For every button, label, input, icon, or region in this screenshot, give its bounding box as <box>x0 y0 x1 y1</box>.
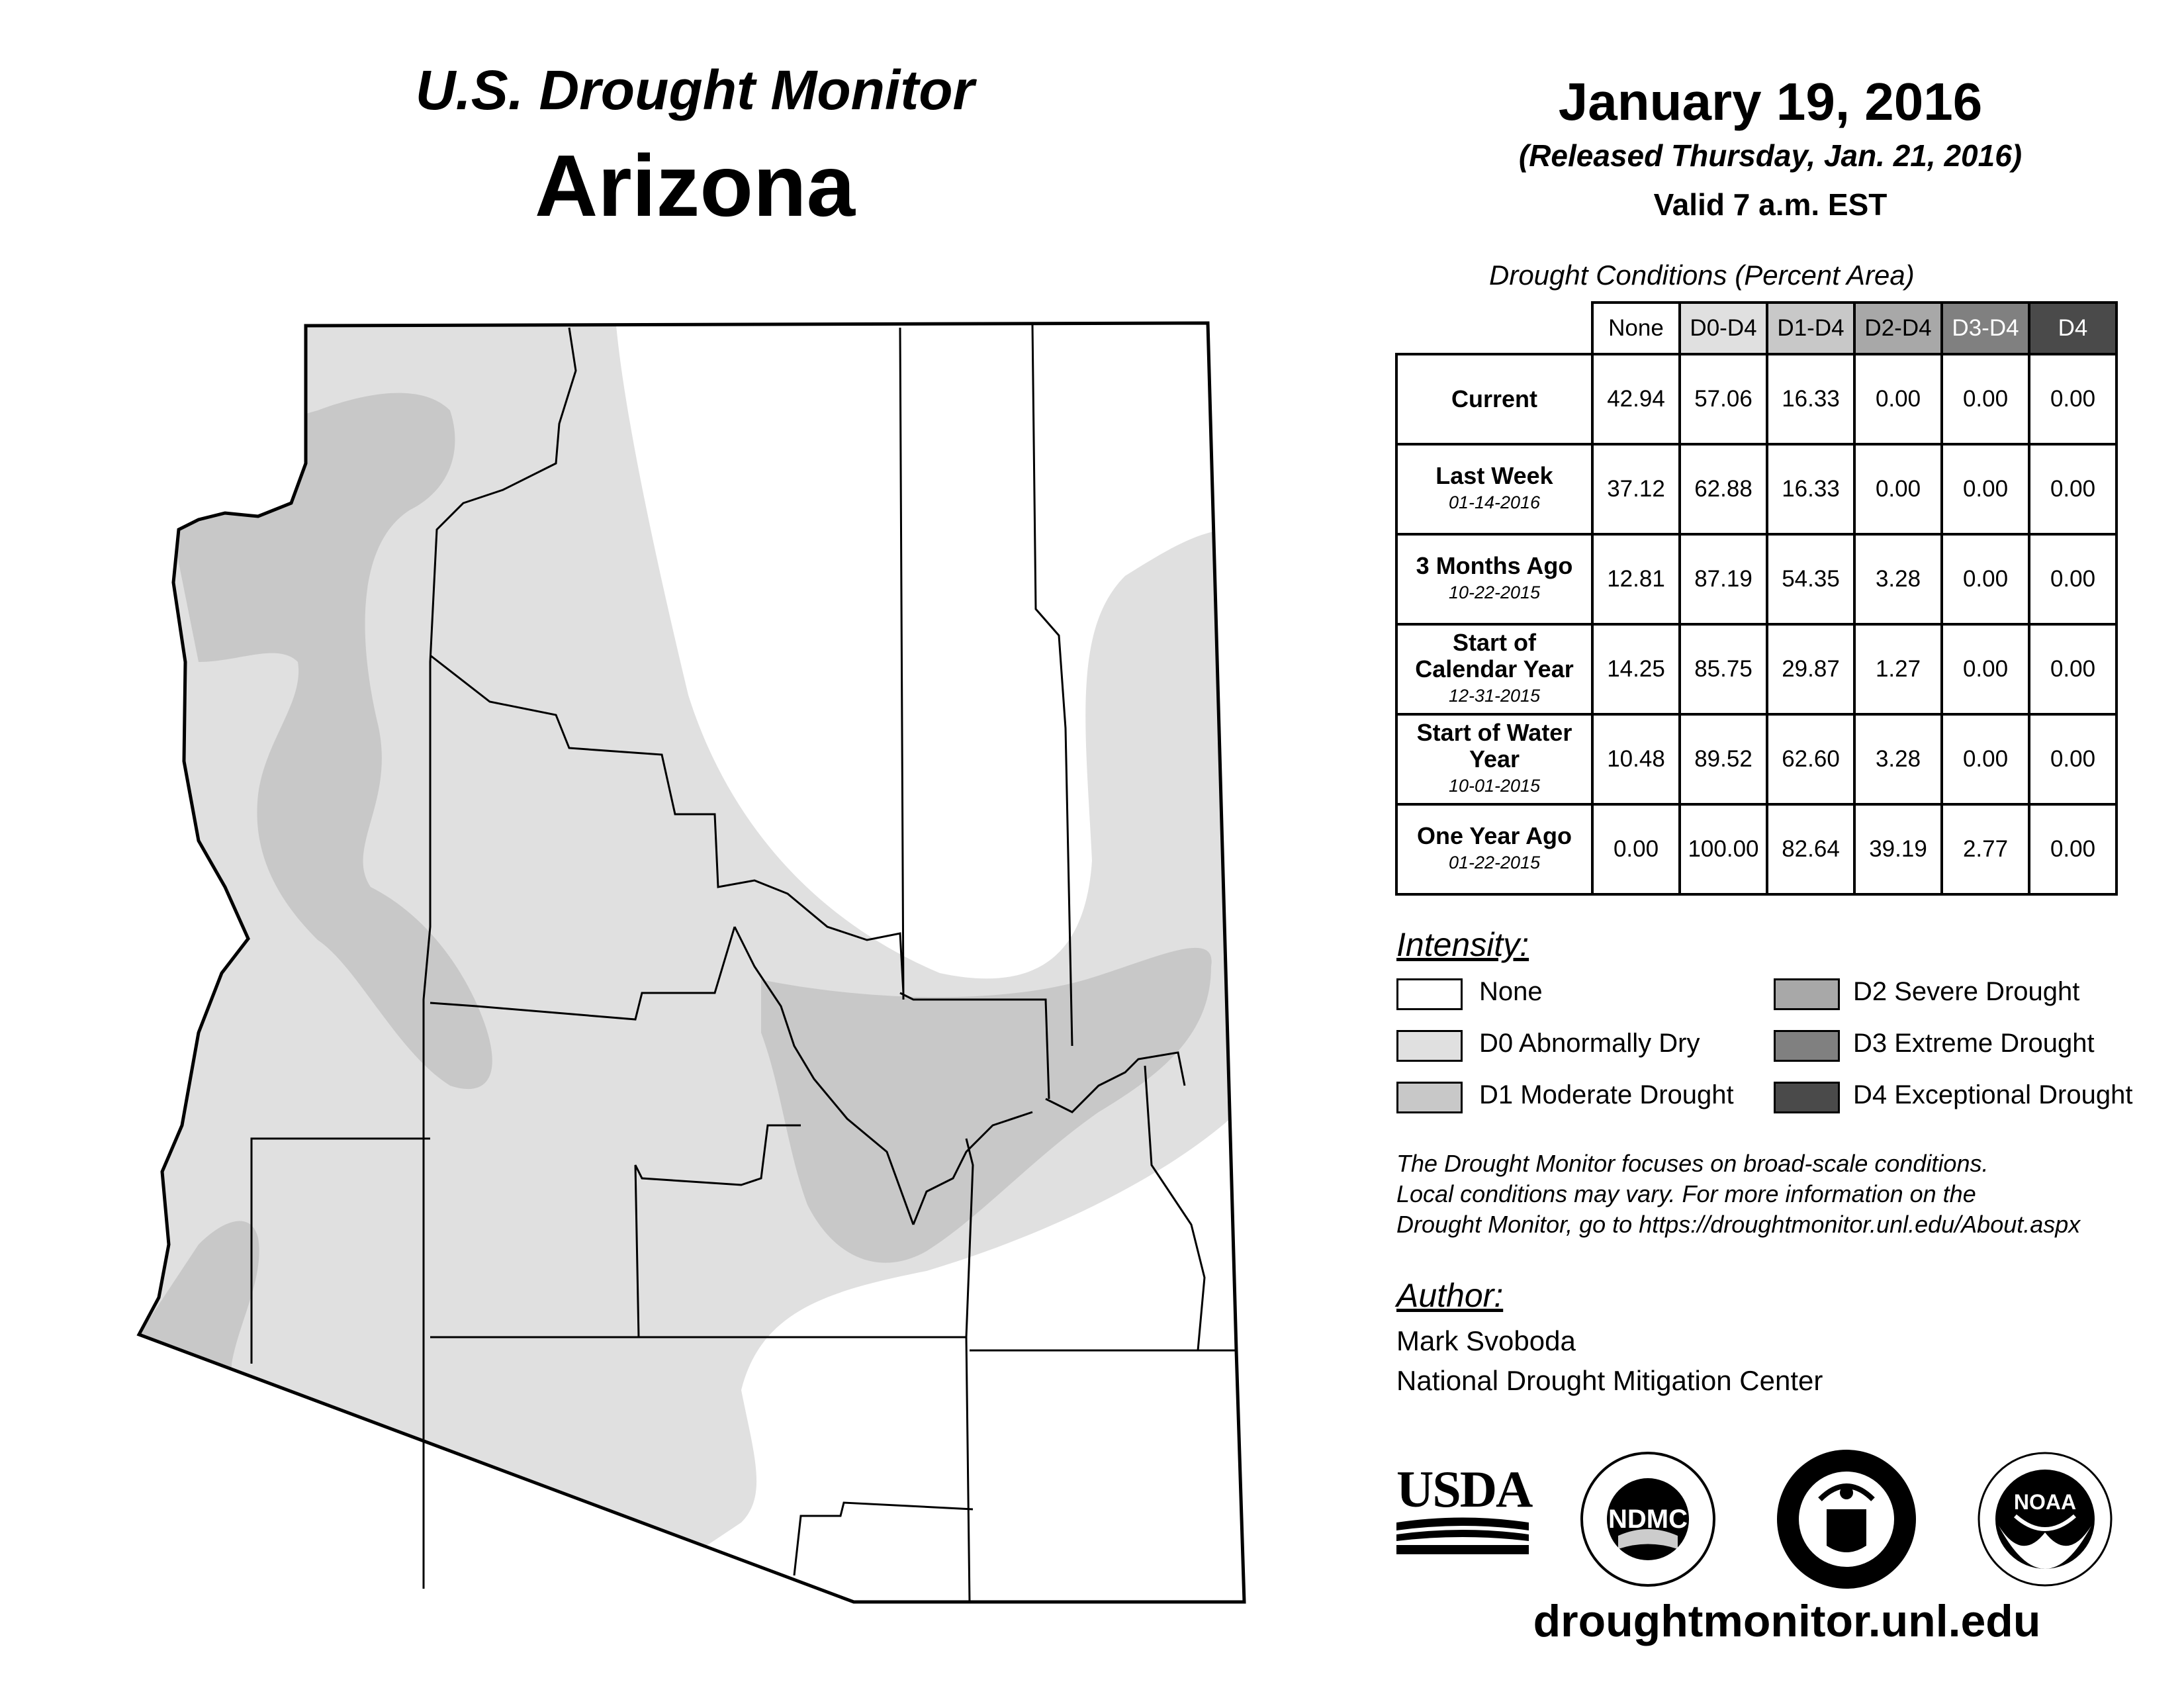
legend-title: Intensity: <box>1396 926 1529 963</box>
note-line: The Drought Monitor focuses on broad-scale conditions. <box>1396 1150 1989 1177</box>
col-header-d2-d4: D2-D4 <box>1854 303 1942 354</box>
table-caption: Drought Conditions (Percent Area) <box>1489 259 1915 291</box>
ndmc-logo-text: NDMC <box>1608 1505 1688 1534</box>
col-header-d1-d4: D1-D4 <box>1767 303 1854 354</box>
table-cell: 0.00 <box>2029 624 2116 714</box>
legend-item-d4 <box>1774 1080 2133 1113</box>
table-cell: 12.81 <box>1592 534 1680 624</box>
legend-swatch <box>1774 1030 1840 1062</box>
row-label-date: 12-31-2015 <box>1448 686 1541 706</box>
map-title: U.S. Drought Monitor <box>415 59 975 121</box>
table-row <box>1396 354 2116 444</box>
author-organization: National Drought Mitigation Center <box>1396 1365 1823 1396</box>
table-cell: 14.25 <box>1592 624 1680 714</box>
noaa-logo-text: NOAA <box>2013 1490 2077 1514</box>
table-cell: 0.00 <box>1854 444 1942 534</box>
table-cell: 39.19 <box>1854 804 1942 894</box>
col-header-none: None <box>1592 303 1680 354</box>
legend-item-d0 <box>1396 1029 1700 1062</box>
table-cell: 1.27 <box>1854 624 1942 714</box>
legend <box>1396 978 2177 1137</box>
ndmc-logo <box>1578 1450 1717 1589</box>
table-cell: 29.87 <box>1767 624 1854 714</box>
legend-swatch <box>1396 1082 1463 1113</box>
row-label-text: Start of Water Year <box>1416 719 1572 773</box>
col-header-d0-d4: D0-D4 <box>1680 303 1767 354</box>
table-cell: 54.35 <box>1767 534 1854 624</box>
table-cell: 57.06 <box>1680 354 1767 444</box>
author-label: Author: <box>1396 1277 1504 1314</box>
author-name: Mark Svoboda <box>1396 1325 1576 1356</box>
row-label <box>1396 624 1592 714</box>
row-label-text: One Year Ago <box>1416 822 1572 849</box>
note-line: Local conditions may vary. For more information on the <box>1396 1180 1976 1207</box>
legend-label: None <box>1479 977 1543 1006</box>
table-cell: 0.00 <box>1854 354 1942 444</box>
table-cell: 0.00 <box>2029 354 2116 444</box>
table-cell: 3.28 <box>1854 534 1942 624</box>
table-cell: 3.28 <box>1854 714 1942 804</box>
legend-item-d1 <box>1396 1080 1734 1113</box>
legend-item-d2 <box>1774 977 2080 1010</box>
usda-logo <box>1396 1460 1535 1562</box>
row-label <box>1396 354 1592 444</box>
table-cell: 0.00 <box>1942 714 2029 804</box>
website-url: droughtmonitor.unl.edu <box>1533 1596 2041 1646</box>
legend-swatch <box>1396 978 1463 1010</box>
table-cell: 62.88 <box>1680 444 1767 534</box>
table-cell: 0.00 <box>1942 444 2029 534</box>
row-label-text: Current <box>1451 385 1537 412</box>
table-cell: 0.00 <box>2029 444 2116 534</box>
noaa-logo <box>1976 1450 2115 1589</box>
row-label-text: Start of Calendar Year <box>1415 629 1574 682</box>
department-of-commerce-seal <box>1774 1446 1919 1592</box>
table-header-row <box>1396 303 2116 354</box>
legend-label: D2 Severe Drought <box>1853 977 2080 1006</box>
table-cell: 100.00 <box>1680 804 1767 894</box>
row-label <box>1396 444 1592 534</box>
table-cell: 0.00 <box>2029 534 2116 624</box>
row-label-date: 10-01-2015 <box>1448 776 1541 796</box>
usda-logo-text: USDA <box>1396 1460 1532 1518</box>
table-cell: 89.52 <box>1680 714 1767 804</box>
row-label <box>1396 714 1592 804</box>
release-date: (Released Thursday, Jan. 21, 2016) <box>1518 138 2023 173</box>
row-label <box>1396 534 1592 624</box>
table-cell: 0.00 <box>1942 534 2029 624</box>
legend-swatch <box>1774 978 1840 1010</box>
row-label-text: Last Week <box>1435 462 1553 489</box>
usda-field-icon <box>1396 1516 1529 1556</box>
row-label <box>1396 804 1592 894</box>
table-cell: 42.94 <box>1592 354 1680 444</box>
legend-item-d3 <box>1774 1029 2095 1062</box>
table-cell: 82.64 <box>1767 804 1854 894</box>
table-cell: 37.12 <box>1592 444 1680 534</box>
table-cell: 2.77 <box>1942 804 2029 894</box>
table-row <box>1396 624 2116 714</box>
table-cell: 16.33 <box>1767 354 1854 444</box>
table-cell: 87.19 <box>1680 534 1767 624</box>
row-label-text: 3 Months Ago <box>1416 552 1573 579</box>
drought-conditions-table <box>1395 301 2118 896</box>
legend-label: D0 Abnormally Dry <box>1479 1029 1700 1058</box>
note-line: Drought Monitor, go to https://droughtmonitor.unl.edu/About.aspx <box>1396 1211 2081 1238</box>
col-header-d4: D4 <box>2029 303 2116 354</box>
table-row <box>1396 714 2116 804</box>
table-cell: 0.00 <box>2029 714 2116 804</box>
table-cell: 85.75 <box>1680 624 1767 714</box>
table-cell: 0.00 <box>1942 624 2029 714</box>
table-row <box>1396 444 2116 534</box>
map-date: January 19, 2016 <box>1558 72 1983 131</box>
table-cell: 10.48 <box>1592 714 1680 804</box>
legend-swatch <box>1396 1030 1463 1062</box>
col-header-d3-d4: D3-D4 <box>1942 303 2029 354</box>
table-cell: 0.00 <box>2029 804 2116 894</box>
row-label-date: 01-14-2016 <box>1448 492 1541 512</box>
table-cell: 0.00 <box>1592 804 1680 894</box>
table-cell: 0.00 <box>1942 354 2029 444</box>
row-label-date: 10-22-2015 <box>1448 583 1541 602</box>
table-cell: 62.60 <box>1767 714 1854 804</box>
table-cell: 16.33 <box>1767 444 1854 534</box>
legend-label: D1 Moderate Drought <box>1479 1080 1734 1109</box>
legend-item-none <box>1396 977 1543 1010</box>
valid-time: Valid 7 a.m. EST <box>1653 187 1888 222</box>
table-row <box>1396 534 2116 624</box>
state-name: Arizona <box>534 137 856 234</box>
disclaimer-note <box>1396 1149 2158 1240</box>
table-corner <box>1396 303 1592 354</box>
legend-label: D4 Exceptional Drought <box>1853 1080 2133 1109</box>
row-label-date: 01-22-2015 <box>1448 853 1541 872</box>
legend-label: D3 Extreme Drought <box>1853 1029 2095 1058</box>
legend-swatch <box>1774 1082 1840 1113</box>
table-row <box>1396 804 2116 894</box>
